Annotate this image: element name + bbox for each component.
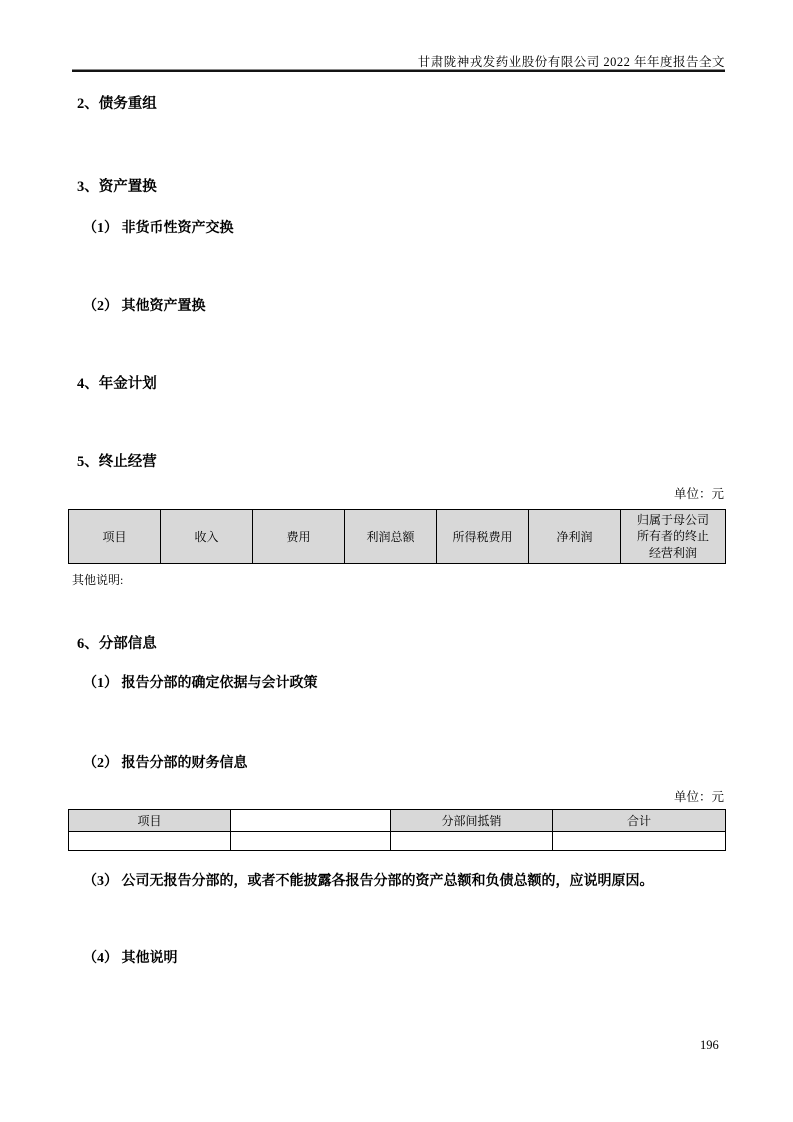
section-4-heading: 4、年金计划: [77, 376, 157, 392]
section-6-1-heading: （1） 报告分部的确定依据与会计政策: [83, 676, 318, 691]
segment-info-table: [68, 809, 726, 851]
table-header-cell: 费用: [253, 510, 345, 564]
page-number: 196: [700, 1038, 719, 1052]
discontinued-operations-table: [68, 509, 726, 564]
table-cell: [553, 832, 726, 851]
table-header-cell: 项目: [69, 510, 161, 564]
table-cell: [391, 832, 553, 851]
section-6-2-heading: （2） 报告分部的财务信息: [83, 756, 248, 771]
table-row: [69, 832, 726, 851]
section-6-heading: 6、分部信息: [77, 636, 157, 652]
section-6-3-heading: （3） 公司无报告分部的，或者不能披露各报告分部的资产总额和负债总额的，应说明原因。: [83, 874, 654, 889]
section-6-4-heading: （4） 其他说明: [83, 951, 178, 966]
table-header-cell: [621, 510, 726, 564]
table-header-row: [69, 510, 726, 564]
table-header-cell: 所得税费用: [437, 510, 529, 564]
table-cell: [69, 832, 231, 851]
other-note-label: 其他说明:: [72, 573, 124, 587]
table-cell: [231, 832, 391, 851]
section-2-heading: 2、债务重组: [77, 96, 157, 112]
unit-label-discontinued: 单位：元: [673, 487, 724, 501]
table-header-cell: 利润总额: [345, 510, 437, 564]
table-header-cell: 项目: [69, 810, 231, 832]
section-3-1-heading: （1） 非货币性资产交换: [83, 221, 234, 236]
table-header-cell-blank: [231, 810, 391, 832]
table-header-cell-text: 归属于母公司所有者的终止经营利润: [636, 513, 709, 560]
section-5-heading: 5、终止经营: [77, 454, 157, 470]
unit-label-segment: 单位：元: [673, 790, 724, 804]
report-header-title: 甘肃陇神戎发药业股份有限公司 2022 年年度报告全文: [417, 55, 725, 69]
header-rule: [72, 69, 725, 72]
table-header-cell: 收入: [161, 510, 253, 564]
table-header-cell: 合计: [553, 810, 726, 832]
table-header-cell: 分部间抵销: [391, 810, 553, 832]
section-3-heading: 3、资产置换: [77, 179, 157, 195]
section-3-2-heading: （2） 其他资产置换: [83, 299, 206, 314]
table-header-cell: 净利润: [529, 510, 621, 564]
table-header-row: [69, 810, 726, 832]
